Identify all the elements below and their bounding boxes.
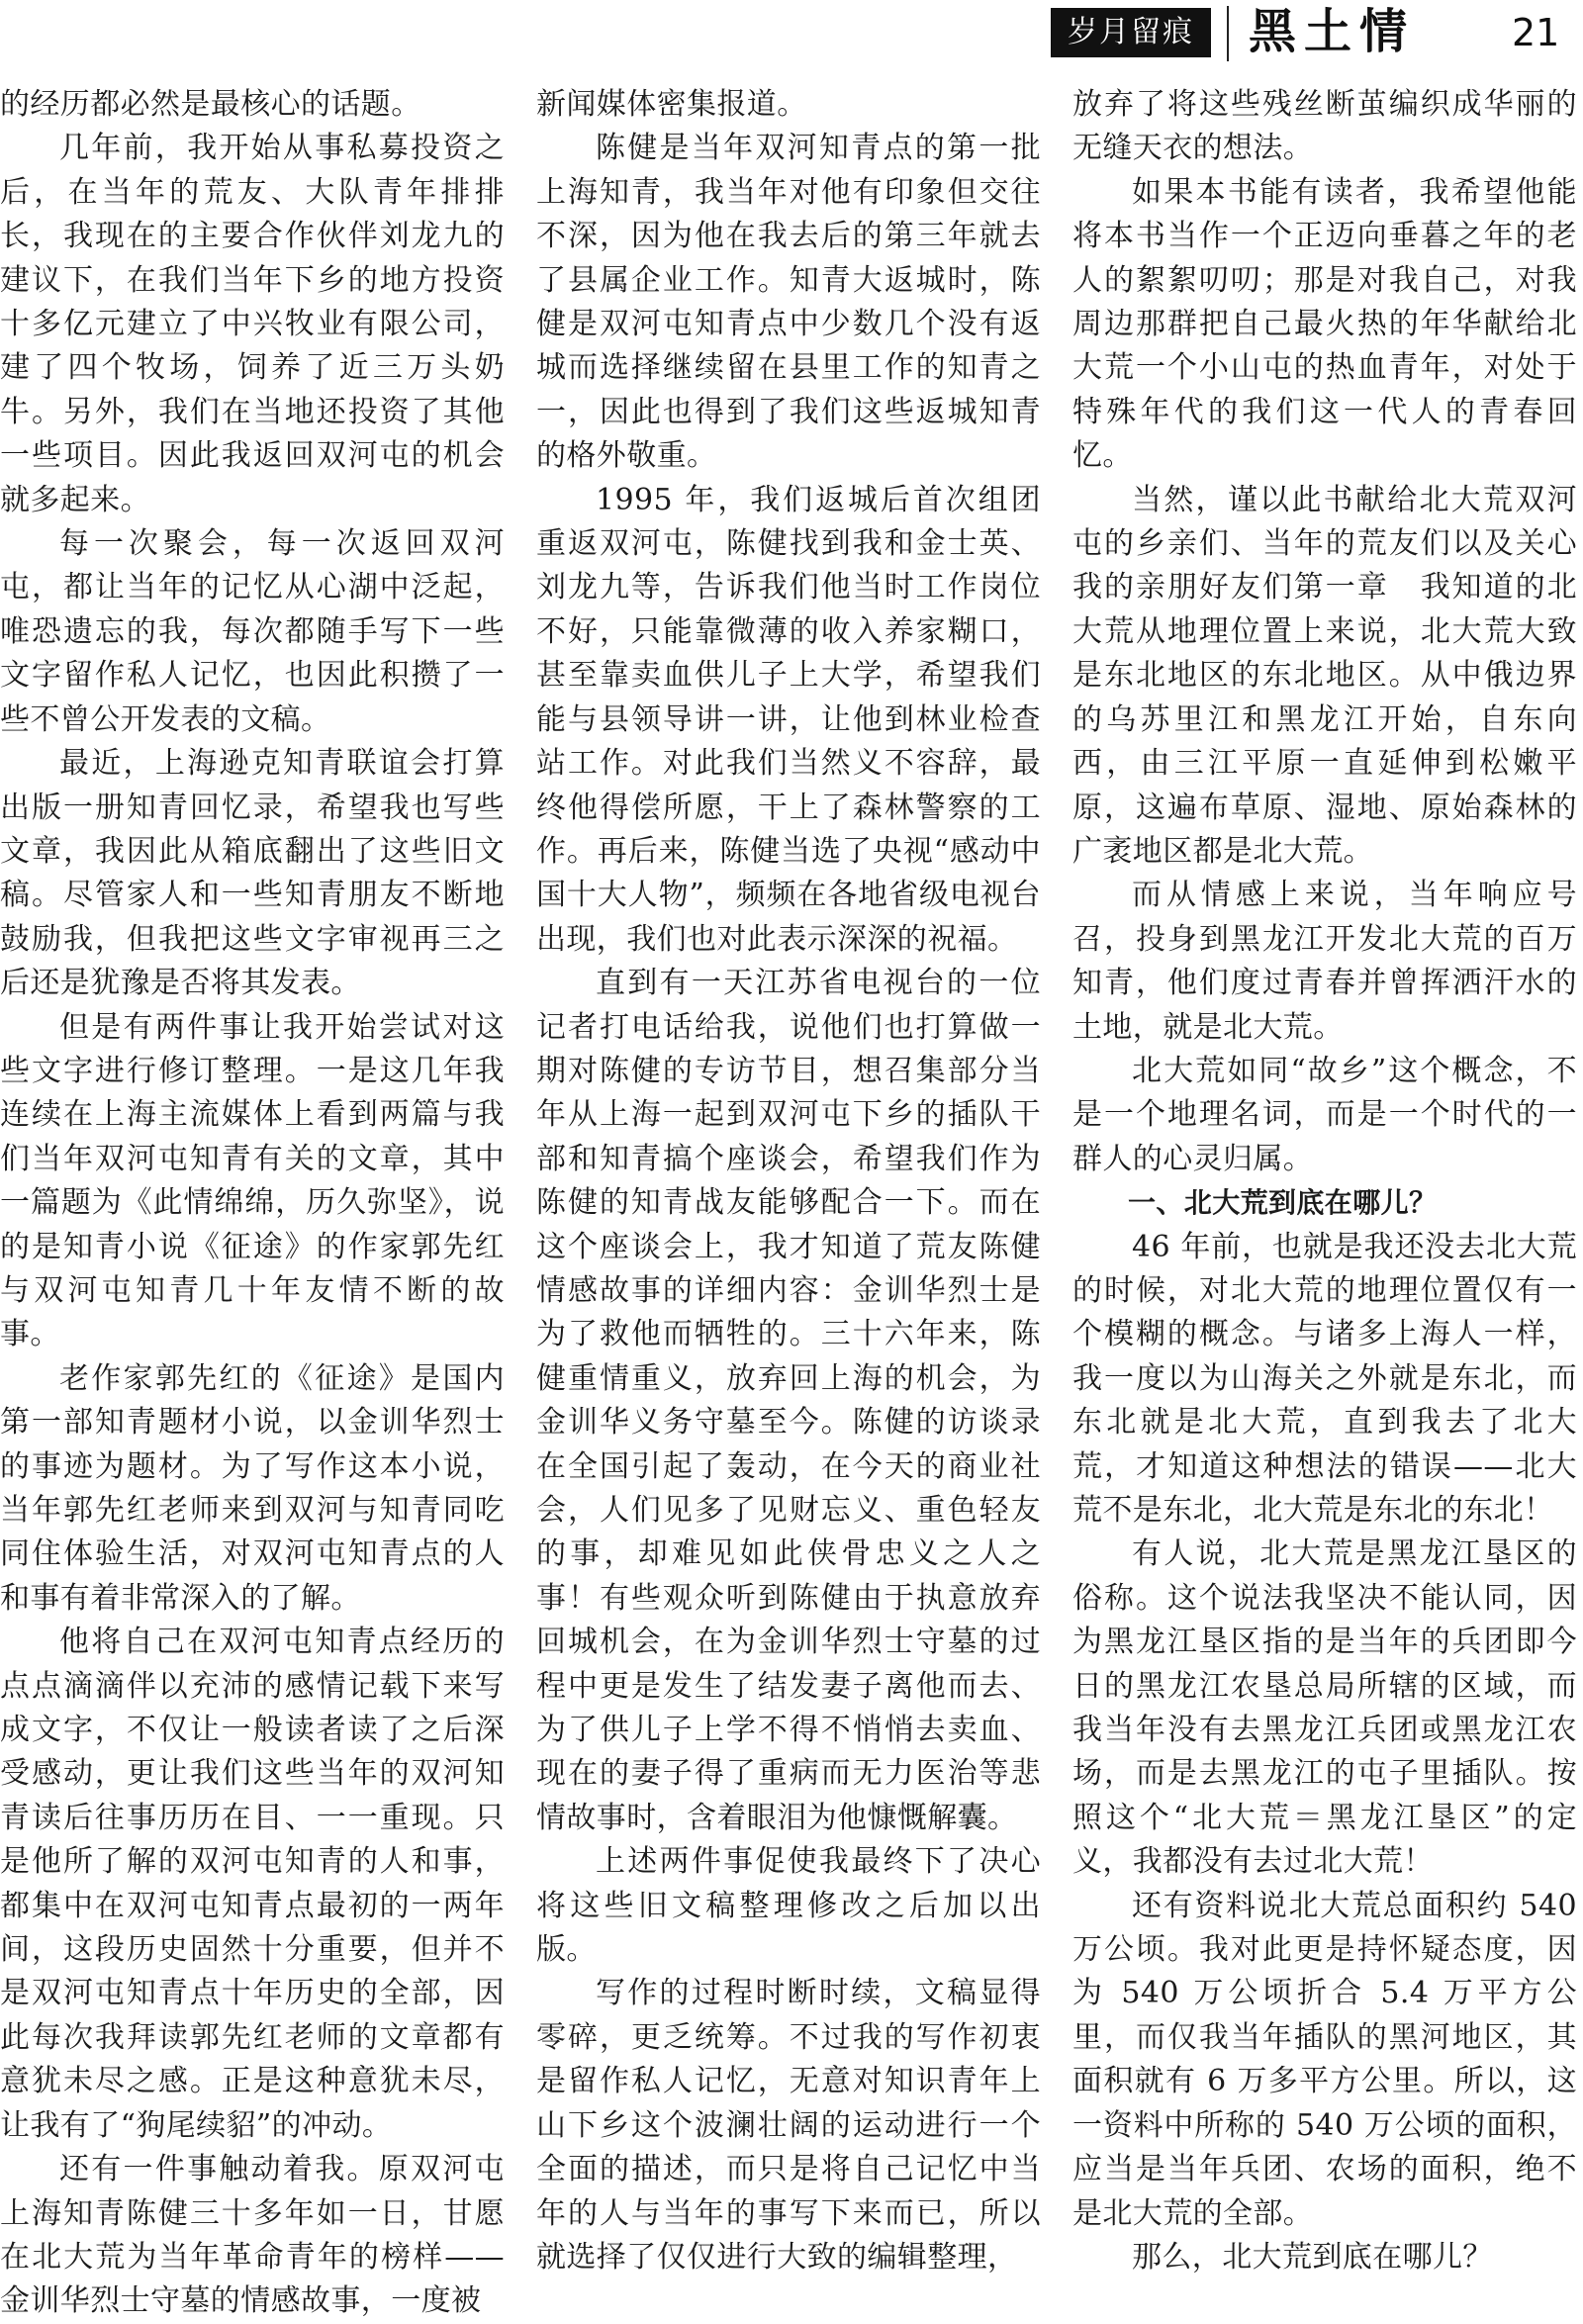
paragraph: 还有一件事触动着我。原双河屯上海知青陈健三十多年如一日，甘愿在北大荒为当年革命青年的榜样——金训华烈士守墓的情感故事，一度被 [0,2152,505,2319]
paragraph: 新闻媒体密集报道。 [536,87,807,122]
paragraph: 陈健是当年双河知青点的第一批上海知青，我当年对他有印象但交往不深，因为他在我去后的第三年就去了县属企业工作。知青大返城时，陈健是双河屯知青点中少数几个没有返城而选择继续留在县里工作的知青之一，因此也得到了我们这些返城知青的格外敬重。 [536,131,1041,474]
paragraph: 每一次聚会，每一次返回双河屯，都让当年的记忆从心湖中泛起，唯恐遗忘的我，每次都随手写下一些文字留作私人记忆，也因此积攒了一些不曾公开发表的文稿。 [0,526,505,737]
paragraph: 他将自己在双河屯知青点经历的点点滴滴伴以充沛的感情记载下来写成文字，不仅让一般读者读了之后深受感动，更让我们这些当年的双河知青读后往事历历在目、一一重现。只是他所了解的双河屯知青的人和事，都集中在双河屯知青点最初的一两年间，这段历史固然十分重要，但并不是双河屯知青点十年历史的全部，因此每次我拜读郭先红老师的文章都有意犹未尽之感。正是这种意犹未尽，让我有了“狗尾续貂”的冲动。 [0,1625,505,2143]
paragraph: 1995 年，我们返城后首次组团重返双河屯，陈健找到我和金士英、刘龙九等，告诉我们他当时工作岗位不好，只能靠微薄的收入养家糊口，甚至靠卖血供儿子上大学，希望我们能与县领导讲一讲，让他到林业检查站工作。对此我们当然义不容辞，最终他得偿所愿，干上了森林警察的工作。再后来，陈健当选了央视“感动中国十大人物”，频频在各地省级电视台出现，我们也对此表示深深的祝福。 [536,482,1041,957]
paragraph: 当然，谨以此书献给北大荒双河屯的乡亲们、当年的荒友们以及关心我的亲朋好友们第一章 我知道的北大荒从地理位置上来说，北大荒大致是东北地区的东北地区。从中俄边界的乌苏里江和黑龙江开始，自东向西，由三江平原一直延伸到松嫩平原，这遍布草原、湿地、原始森林的广袤地区都是北大荒。 [1072,482,1577,869]
paragraph: 北大荒如同“故乡”这个概念，不是一个地理名词，而是一个时代的一群人的心灵归属。 [1072,1053,1577,1176]
section-tag: 岁月留痕 [1051,8,1211,57]
paragraph: 老作家郭先红的《征途》是国内第一部知青题材小说，以金训华烈士的事迹为题材。为了写作这本小说，当年郭先红老师来到双河与知青同吃同住体验生活，对双河屯知青点的人和事有着非常深入的了解。 [0,1360,505,1616]
paragraph: 写作的过程时断时续，文稿显得零碎，更乏统筹。不过我的写作初衷是留作私人记忆，无意对知识青年上山下乡这个波澜壮阔的运动进行一个全面的描述，而只是将自己记忆中当年的人与当年的事写下来而已，所以就选择了仅仅进行大致的编辑整理， [536,1976,1041,2275]
paragraph: 直到有一天江苏省电视台的一位记者打电话给我，说他们也打算做一期对陈健的专访节目，想召集部分当年从上海一起到双河屯下乡的插队干部和知青搞个座谈会，希望我们作为陈健的知青战友能够配合一下。而在这个座谈会上，我才知道了荒友陈健情感故事的详细内容：金训华烈士是为了救他而牺牲的。三十六年来，陈健重情重义，放弃回上海的机会，为金训华义务守墓至今。陈健的访谈录在全国引起了轰动，在今天的商业社会，人们见多了见财忘义、重色轻友的事，却难见如此侠骨忠义之人之事！有些观众听到陈健由于执意放弃回城机会，在为金训华烈士守墓的过程中更是发生了结发妻子离他而去、为了供儿子上学不得不悄悄去卖血、现在的妻子得了重病而无力医治等悲情故事时，含着眼泪为他慷慨解囊。 [536,966,1041,1835]
paragraph: 最近，上海逊克知青联谊会打算出版一册知青回忆录，希望我也写些文章，我因此从箱底翻出了这些旧文稿。尽管家人和一些知青朋友不断地鼓励我，但我把这些文字审视再三之后还是犹豫是否将其发表。 [0,746,505,1001]
paragraph: 而从情感上来说，当年响应号召，投身到黑龙江开发北大荒的百万知青，他们度过青春并曾挥洒汗水的土地，就是北大荒。 [1072,878,1577,1045]
section-heading: 一、北大荒到底在哪儿？ [1128,1186,1438,1220]
text-column-3 [1072,83,1577,2285]
page-header [0,0,1583,79]
paragraph: 46 年前，也就是我还没去北大荒的时候，对北大荒的地理位置仅有一个模糊的概念。与诸多上海人一样，我一度以为山海关之外就是东北，而东北就是北大荒，直到我去了北大荒，才知道这种想法的错误——北大荒不是东北，北大荒是东北的东北！ [1072,1229,1577,1528]
page-number: 21 [1512,11,1560,54]
text-column-1 [0,83,505,2319]
article-body [0,83,1583,2319]
paragraph: 如果本书能有读者，我希望他能将本书当作一个正迈向垂暮之年的老人的絮絮叨叨；那是对我自己，对我周边那群把自己最火热的年华献给北大荒一个小山屯的热血青年，对处于特殊年代的我们这一代人的青春回忆。 [1072,174,1577,474]
paragraph: 还有资料说北大荒总面积约 540 万公顷。我对此更是持怀疑态度，因为 540 万公顷折合 5.4 万平方公里，而仅我当年插队的黑河地区，其面积就有 6 万多平方公里。所以，这一资料中所称的 540 万公顷的面积，应当是当年兵团、农场的面积，绝不是北大荒的全部。 [1072,1888,1577,2231]
paragraph: 那么，北大荒到底在哪儿？ [1132,2239,1493,2275]
paragraph: 放弃了将这些残丝断茧编织成华丽的无缝天衣的想法。 [1072,87,1577,166]
header-divider [1227,6,1229,61]
paragraph: 有人说，北大荒是黑龙江垦区的俗称。这个说法我坚决不能认同，因为黑龙江垦区指的是当年的兵团即今日的黑龙江农垦总局所辖的区域，而我当年没有去黑龙江兵团或黑龙江农场，而是去黑龙江的屯子里插队。按照这个“北大荒＝黑龙江垦区”的定义，我都没有去过北大荒！ [1072,1536,1577,1880]
paragraph: 但是有两件事让我开始尝试对这些文字进行修订整理。一是这几年我连续在上海主流媒体上看到两篇与我们当年双河屯知青有关的文章，其中一篇题为《此情绵绵，历久弥坚》，说的是知青小说《征途》的作家郭先红与双河屯知青几十年友情不断的故事。 [0,1009,505,1352]
paragraph: 的经历都必然是最核心的话题。 [0,87,421,122]
magazine-title: 黑土情 [1249,4,1416,59]
text-column-2 [536,83,1041,2285]
paragraph: 几年前，我开始从事私募投资之后，在当年的荒友、大队青年排排长，我现在的主要合作伙伴刘龙九的建议下，在我们当年下乡的地方投资十多亿元建立了中兴牧业有限公司，建了四个牧场，饲养了近三万头奶牛。另外，我们在当地还投资了其他一些项目。因此我返回双河屯的机会就多起来。 [0,131,505,517]
paragraph: 上述两件事促使我最终下了决心将这些旧文稿整理修改之后加以出版。 [536,1844,1041,1968]
